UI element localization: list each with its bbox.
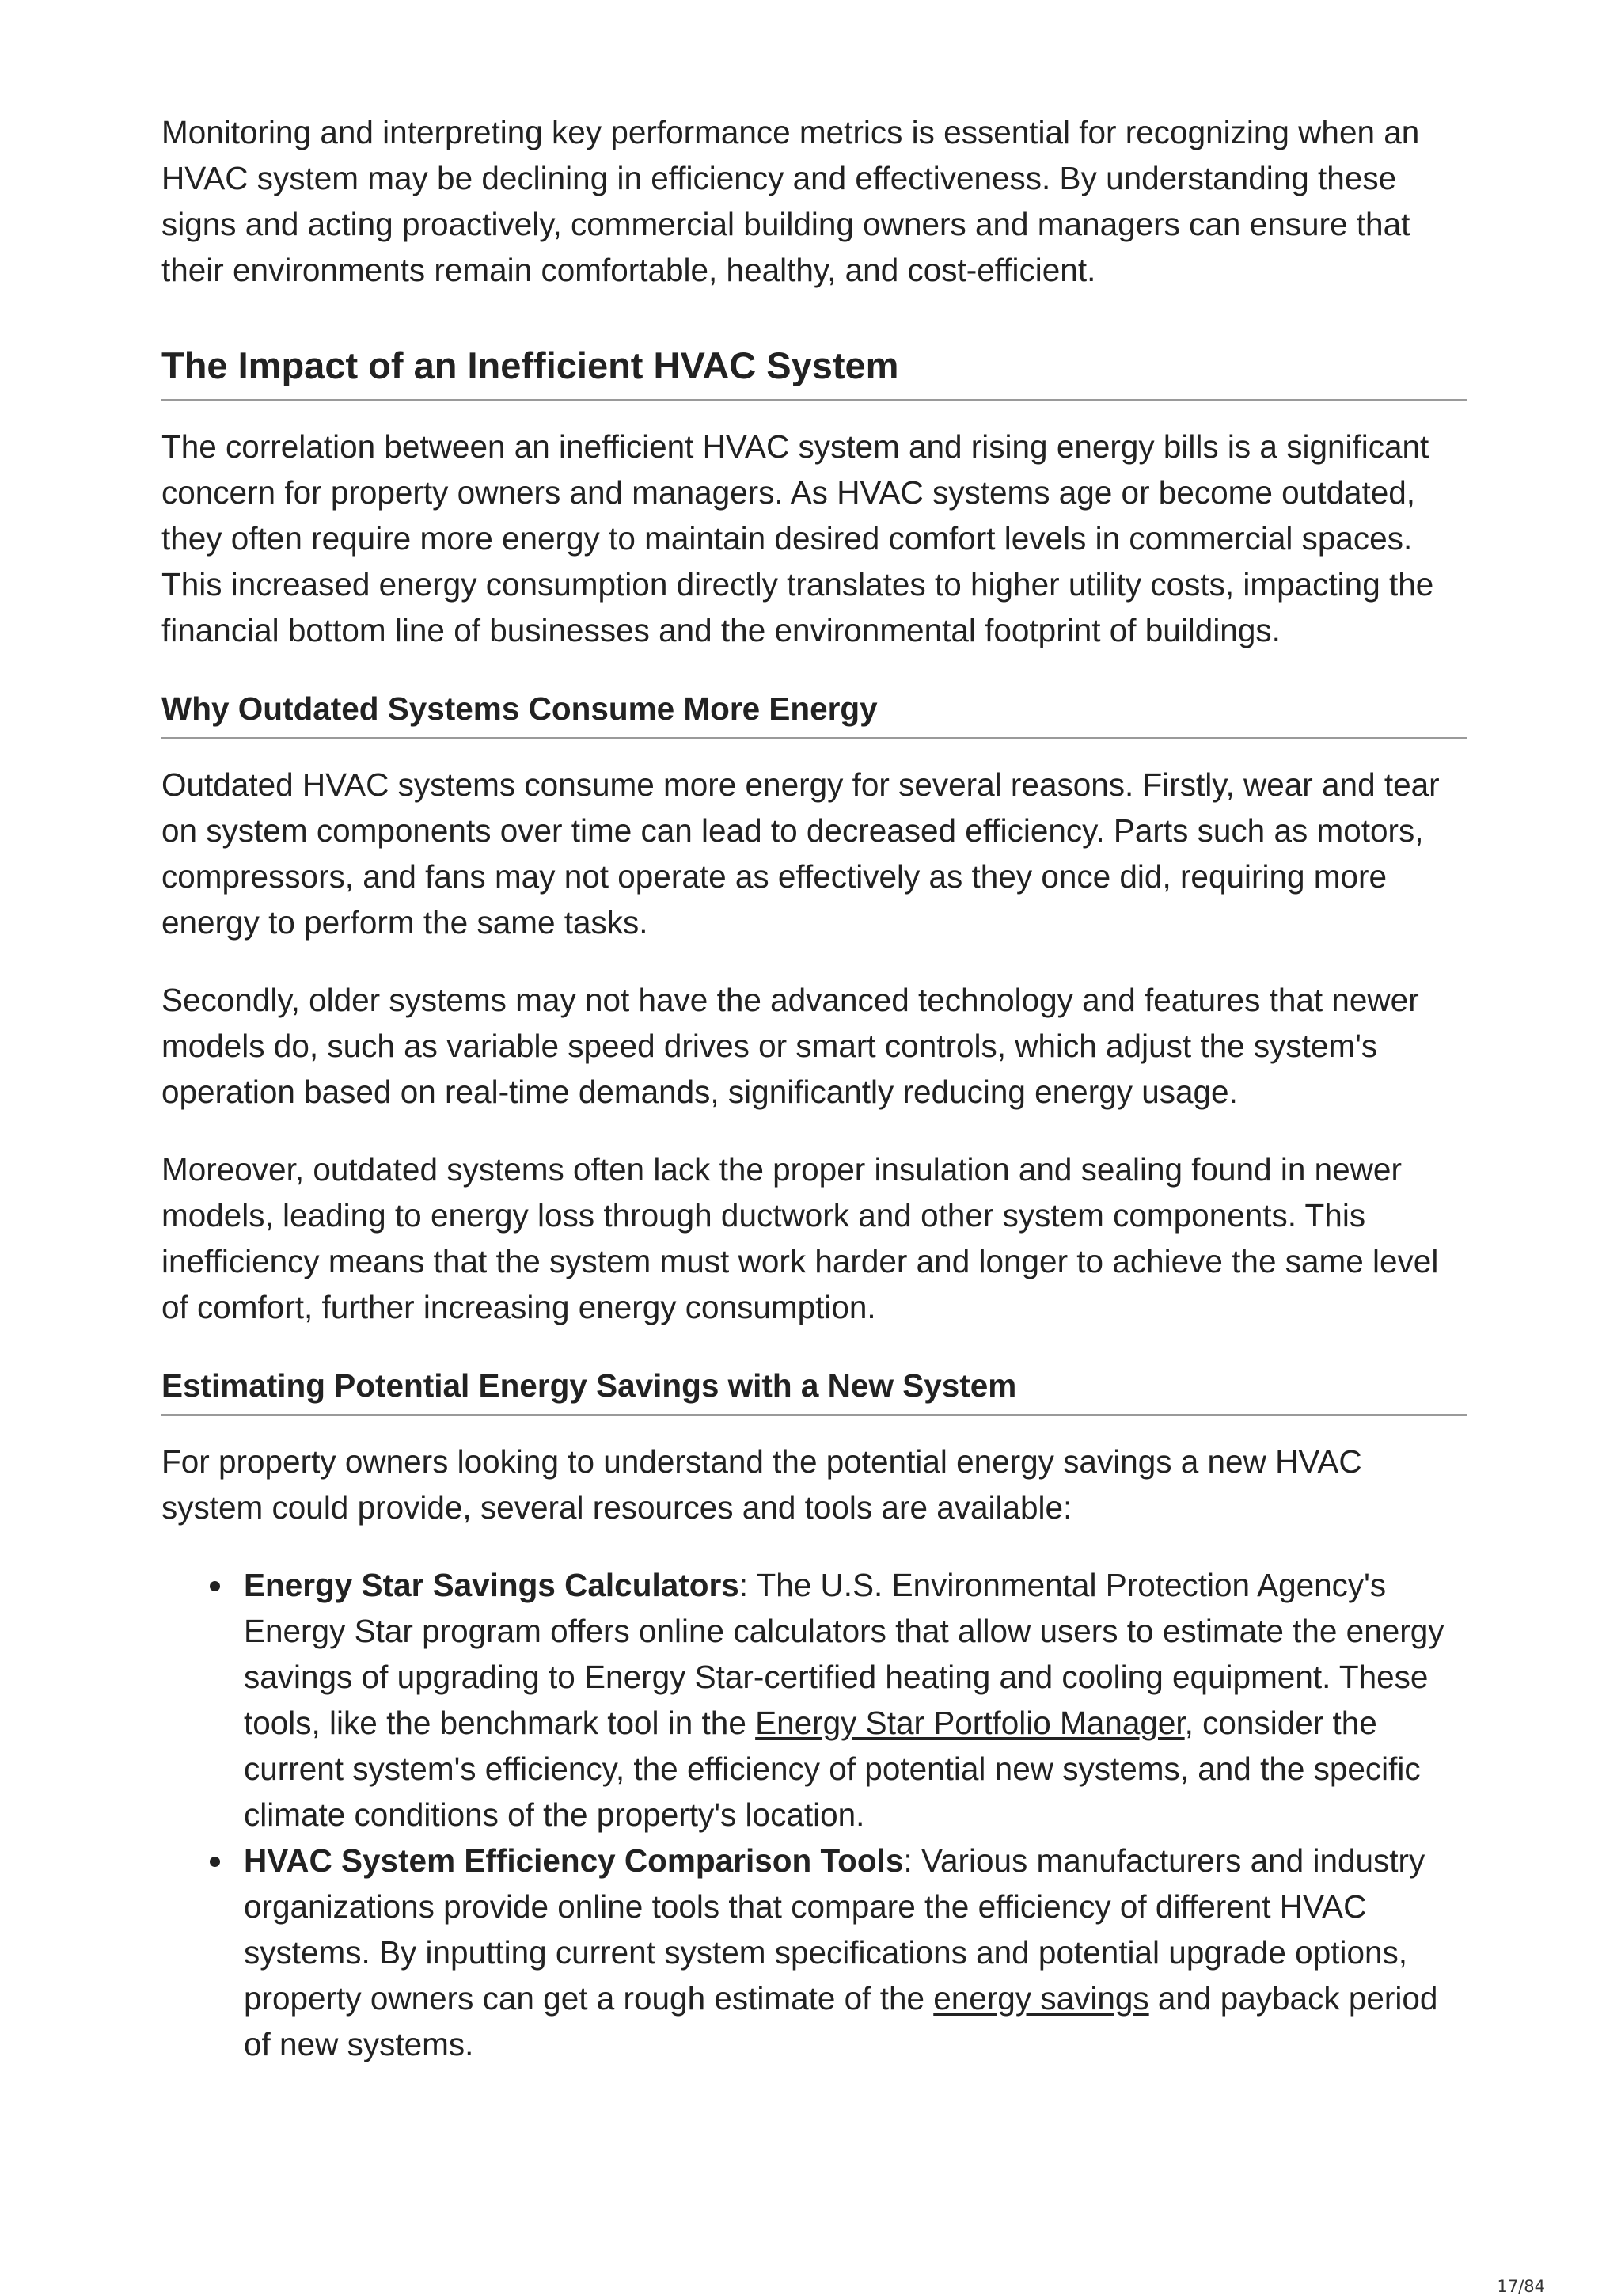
outdated-paragraph-3: Moreover, outdated systems often lack the proper insulation and sealing found in newer models, leading to energy loss through ductwork and other system components. This inefficiency means that the system must work harder and longer to achieve the same level of comfort, further increasing energy consumption.: [161, 1151, 1439, 1325]
list-item-text: , consider the current system's efficiency, the efficiency of potential new systems, and the specific climate conditions of the property's location.: [244, 1705, 1421, 1833]
list-item-title: Energy Star Savings Calculators: [244, 1567, 739, 1603]
list-item-comparison-tools: [244, 1838, 1467, 2067]
estimating-paragraph: For property owners looking to understand the potential energy savings a new HVAC system could provide, several resources and tools are available:: [161, 1443, 1362, 1526]
list-item-text: : The U.S. Environmental Protection Agency's Energy Star program offers online calculators that allow users to estimate the energy savings of upgrading to Energy Star-certified heating and cooling equipment. These tools, like the benchmark tool in the: [244, 1567, 1444, 1741]
list-item-energy-star: [244, 1562, 1467, 1838]
outdated-paragraph-1: Outdated HVAC systems consume more energy for several reasons. Firstly, wear and tear on system components over time can lead to decreased efficiency. Parts such as motors, compressors, and fans may not operate as effectively as they once did, requiring more energy to perform the same tasks.: [161, 766, 1440, 941]
subheading-estimating-savings: Estimating Potential Energy Savings with a New System: [161, 1365, 1467, 1416]
intro-paragraph: Monitoring and interpreting key performance metrics is essential for recognizing when an HVAC system may be declining in efficiency and effectiveness. By understanding these signs and acting proactively, commercial building owners and managers can ensure that their environments remain comfortable, healthy, and cost-efficient.: [161, 114, 1420, 288]
section-heading-impact: The Impact of an Inefficient HVAC System: [161, 344, 1467, 401]
list-item-text: : Various manufacturers and industry organizations provide online tools that compare the efficiency of different HVAC systems. By inputting current system specifications and potential upgrade options, property owners can get a rough estimate of the: [244, 1842, 1425, 2017]
resources-list: [161, 1562, 1467, 2067]
subheading-outdated-systems: Why Outdated Systems Consume More Energy: [161, 688, 1467, 739]
impact-paragraph: The correlation between an inefficient HVAC system and rising energy bills is a significant concern for property owners and managers. As HVAC systems age or become outdated, they often require more energy to maintain desired comfort levels in commercial spaces. This increased energy consumption directly translates to higher utility costs, impacting the financial bottom line of businesses and the environmental footprint of buildings.: [161, 428, 1434, 648]
energy-star-portfolio-manager-link[interactable]: Energy Star Portfolio Manager: [755, 1705, 1185, 1741]
document-body: [161, 109, 1467, 2067]
list-item-text: and payback period of new systems.: [244, 1980, 1438, 2062]
page-number: 17/84: [1497, 2277, 1545, 2296]
outdated-paragraph-2: Secondly, older systems may not have the advanced technology and features that newer models do, such as variable speed drives or smart controls, which adjust the system's operation based on real-time demands, significantly reducing energy usage.: [161, 982, 1419, 1110]
energy-savings-link[interactable]: energy savings: [933, 1980, 1149, 2017]
list-item-title: HVAC System Efficiency Comparison Tools: [244, 1842, 904, 1879]
